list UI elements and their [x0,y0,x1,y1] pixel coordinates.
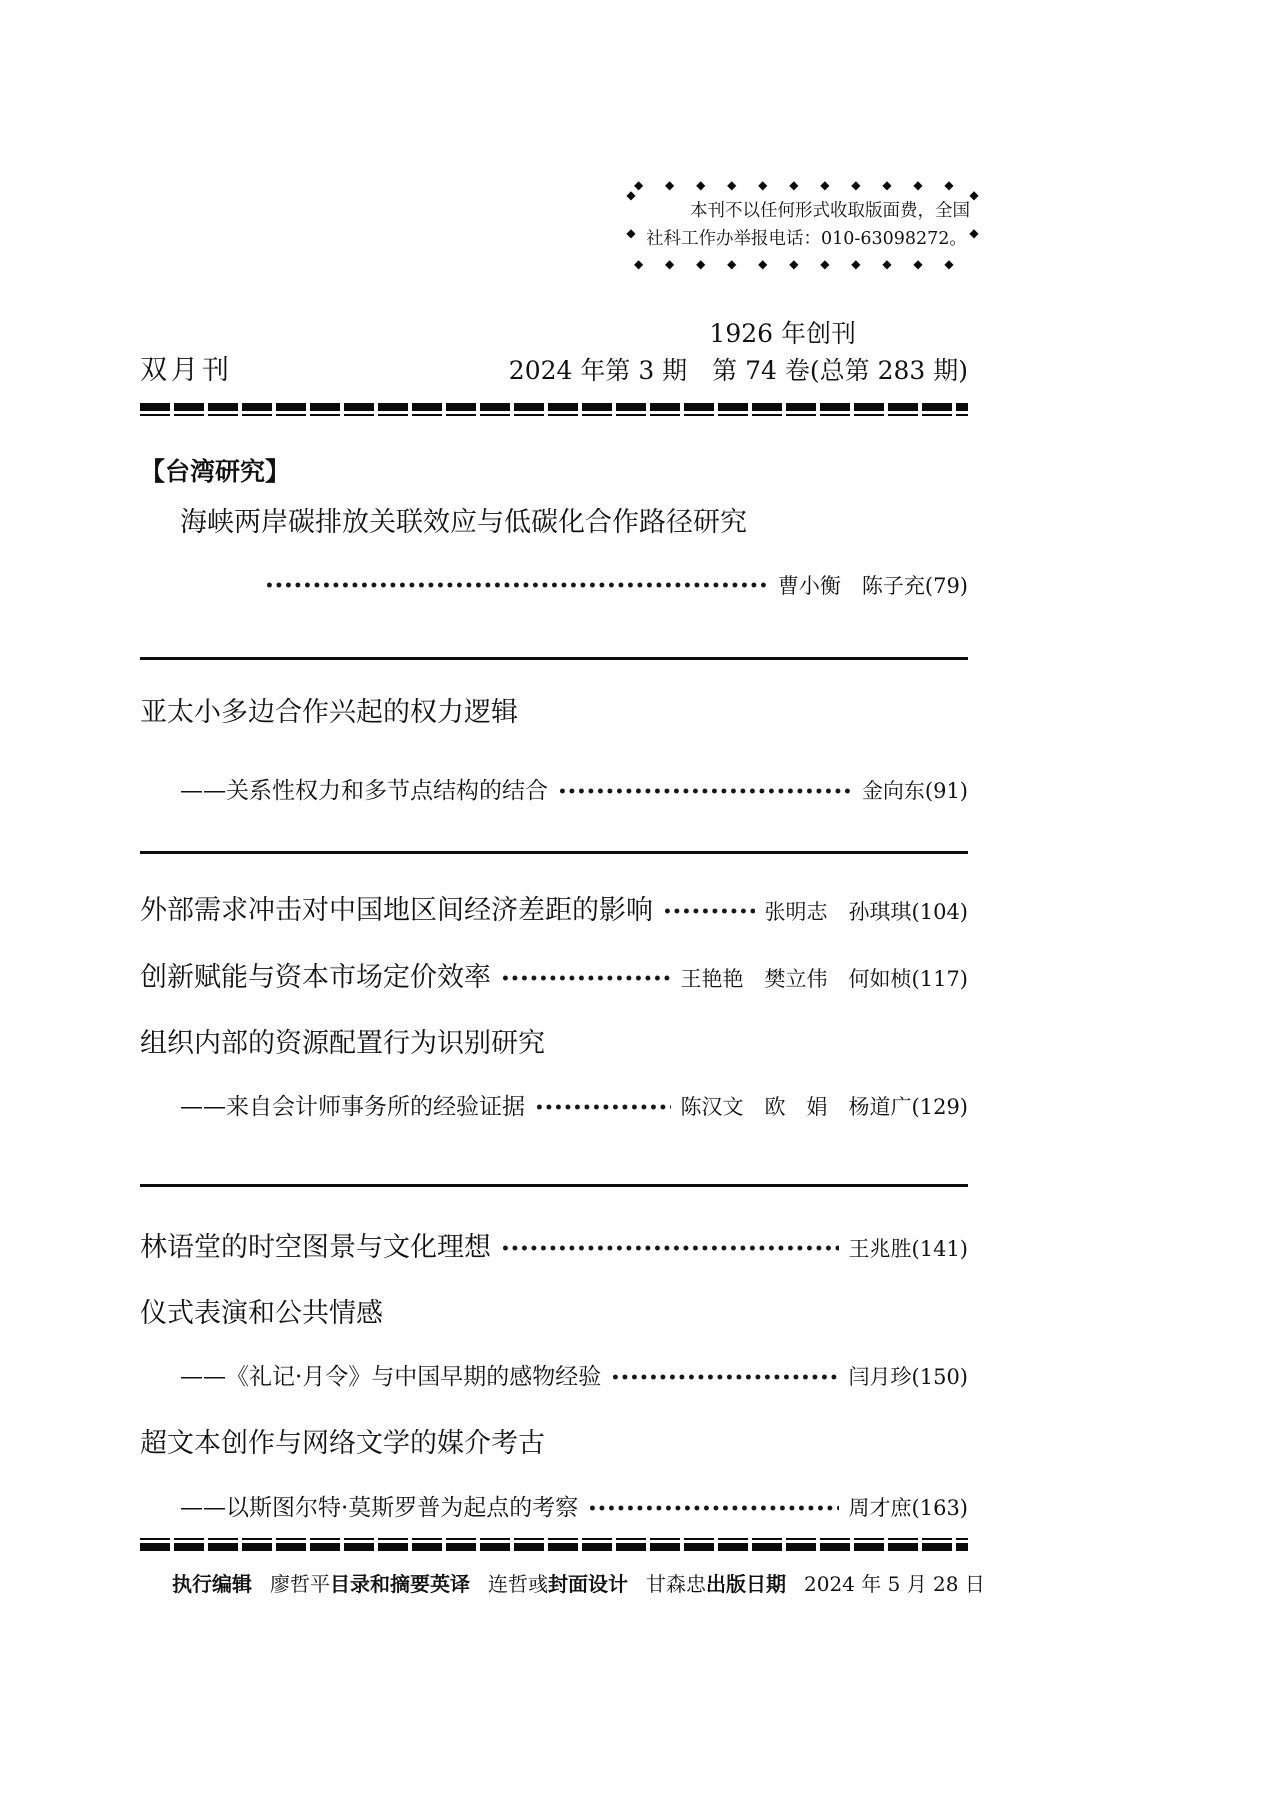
subtitle-5: ——来自会计师事务所的经验证据 [180,1094,525,1120]
footer-item-publish-date [706,1568,985,1597]
footer-label: 封面设计 [548,1572,628,1596]
toc-title-6: 林语堂的时空图景与文化理想 [140,1232,491,1263]
footer-value: 甘森忠 [646,1572,706,1596]
footer-label: 目录和摘要英译 [330,1572,470,1596]
footer-item-english-translation [330,1568,548,1597]
page-number-8: (163) [911,1496,968,1520]
dot-leader [503,974,671,982]
toc-row-3 [140,893,968,929]
toc-title-3: 外部需求冲击对中国地区间经济差距的影响 [140,895,653,926]
header-rule-thin [140,414,968,416]
page-number-2: (91) [924,779,968,803]
diamond-border-top [634,179,970,192]
toc-title-7: 仪式表演和公共情感 [140,1298,383,1329]
masthead [140,318,968,416]
page-number-6: (141) [911,1237,968,1261]
authors-3: 张明志 孙琪琪 [764,900,912,924]
footer-rule-thick [140,1543,968,1551]
dot-leader [267,581,768,589]
footer-rule-thin [140,1538,968,1540]
toc-title-1: 海峡两岸碳排放关联效应与低碳化合作路径研究 [180,507,747,538]
toc-leader-1 [140,570,968,600]
section-divider-3 [140,1184,968,1187]
founded-year: 1926 年创刊 [709,319,856,348]
footer-item-executive-editor [172,1568,330,1597]
notice-box [630,186,974,264]
footer-label: 执行编辑 [172,1572,252,1596]
authors-1: 曹小衡 陈子充 [777,574,925,598]
footer-value: 2024 年 5 月 28 日 [804,1572,985,1596]
section-label-taiwan-studies: 【台湾研究】 [140,457,291,486]
footer-label: 出版日期 [706,1572,786,1596]
footer-credits [140,1568,985,1597]
diamond-border-left [624,188,637,262]
footer-rules [140,1538,968,1551]
toc-title-8: 超文本创作与网络文学的媒介考古 [140,1428,545,1459]
header-rules [140,403,968,416]
footer-item-cover-design [548,1568,706,1597]
section-divider-1 [140,657,968,660]
notice-line-1: 本刊不以任何形式收取版面费，全国 [690,201,970,221]
page-number-3: (104) [911,900,968,924]
toc-title-4: 创新赋能与资本市场定价效率 [140,962,491,993]
section-divider-2 [140,851,968,854]
dot-leader [613,1373,838,1381]
authors-5: 陈汉文 欧 娟 杨道广 [680,1095,912,1119]
toc-subtitle-row-5 [140,1091,968,1123]
page-number-7: (150) [911,1365,968,1389]
authors-4: 王艳艳 樊立伟 何如桢 [680,967,912,991]
diamond-border-bottom [634,258,970,271]
subtitle-8: ——以斯图尔特·莫斯罗普为起点的考察 [180,1495,579,1521]
authors-6: 王兆胜 [848,1237,912,1261]
header-rule-thick [140,403,968,411]
page-number-5: (129) [911,1095,968,1119]
table-of-contents [140,445,985,1597]
toc-row-6 [140,1230,968,1266]
page-number-4: (117) [911,967,968,991]
dot-leader [560,787,852,795]
subtitle-7: ——《礼记·月令》与中国早期的感物经验 [180,1364,602,1390]
toc-subtitle-row-7 [140,1361,968,1393]
dot-leader [503,1244,839,1252]
authors-2: 金向东 [861,779,925,803]
dot-leader [665,907,755,915]
toc-row-4 [140,960,968,996]
issue-info: 2024 年第 3 期 第 74 卷(总第 283 期) [508,356,968,385]
authors-7: 闫月珍 [848,1365,912,1389]
authors-8: 周才庶 [848,1496,912,1520]
dot-leader [537,1103,671,1111]
notice-line-2: 社科工作办举报电话：010-63098272。 [646,229,967,249]
subtitle-2: ——关系性权力和多节点结构的结合 [180,778,548,804]
footer-value: 廖哲平 [270,1572,330,1596]
toc-title-2: 亚太小多边合作兴起的权力逻辑 [140,697,518,728]
page-number-1: (79) [924,574,968,598]
dot-leader [590,1504,838,1512]
footer-value: 连哲彧 [488,1572,548,1596]
toc-subtitle-row-8 [140,1492,968,1524]
issue-row [140,354,968,388]
toc-title-5: 组织内部的资源配置行为识别研究 [140,1028,545,1059]
toc-subtitle-row-2 [140,775,968,807]
frequency-label: 双月刊 [140,355,233,386]
